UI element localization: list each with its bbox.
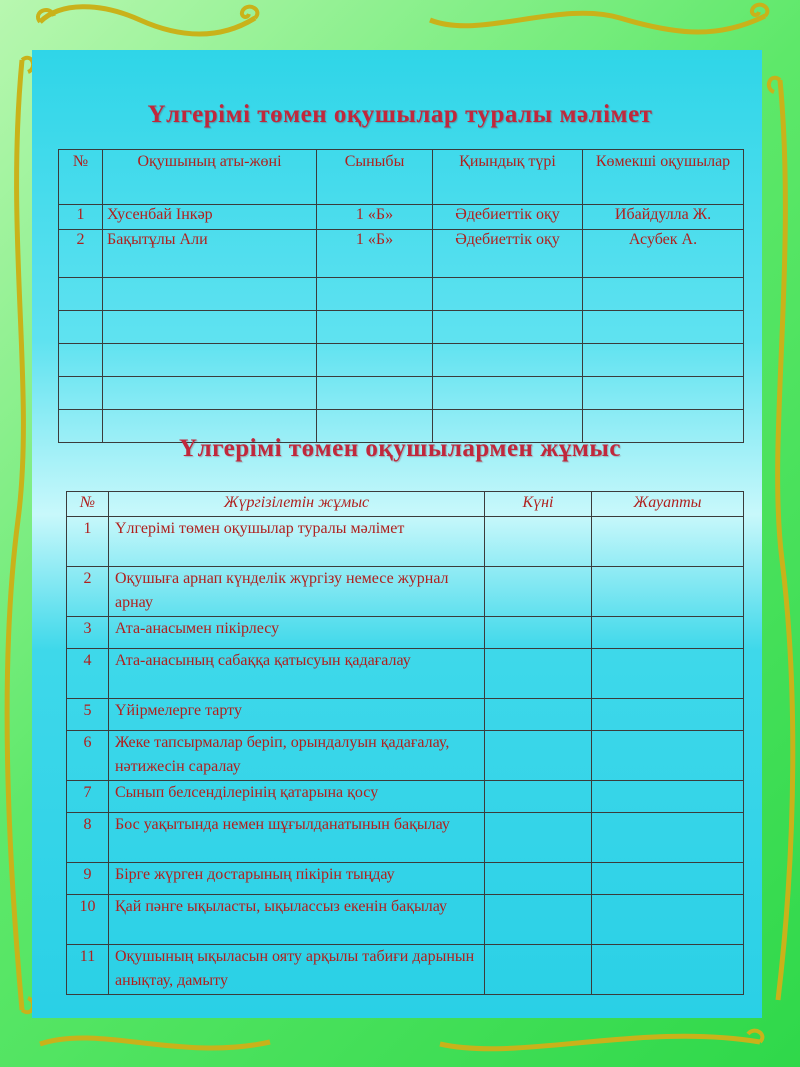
cell-number: 2 [59,230,103,278]
cell-date [485,567,592,617]
table-header-row [59,150,744,205]
table-row [67,699,744,731]
top-right-swirl-ornament [420,0,780,45]
cell-responsible [592,517,744,567]
cell-responsible [592,731,744,781]
cell-work-item: Бірге жүрген достарының пікірін тыңдау [109,863,485,895]
cell-difficulty: Әдебиеттік оқу [433,230,583,278]
cell-date [485,863,592,895]
cell-responsible [592,649,744,699]
cell-responsible [592,617,744,649]
section-title-work: Үлгерімі төмен оқушылармен жұмыс [179,435,621,462]
cell-number: 1 [59,205,103,230]
cell-work-item: Ата-анасымен пікірлесу [109,617,485,649]
cell-responsible [592,863,744,895]
header-number: № [59,150,103,205]
cell-number: 5 [67,699,109,731]
header-work: Жүргізілетін жұмыс [109,492,485,517]
top-left-swirl-ornament [20,0,270,45]
cell-date [485,945,592,995]
cell-work-item: Қай пәнге ықыласты, ықылассыз екенін бақылау [109,895,485,945]
header-student-name: Оқушының аты-жөні [103,150,317,205]
cell-student-name: Хусенбай Інкәр [103,205,317,230]
table-row [67,731,744,781]
table-row [59,230,744,278]
cell-work-item: Үлгерімі төмен оқушылар туралы мәлімет [109,517,485,567]
table-row [67,649,744,699]
section-title-info: Үлгерімі төмен оқушылар туралы мәлімет [147,101,653,128]
cell-difficulty: Әдебиеттік оқу [433,205,583,230]
table-row [67,945,744,995]
cell-number: 8 [67,813,109,863]
table-row [67,895,744,945]
cell-number: 2 [67,567,109,617]
cell-responsible [592,567,744,617]
header-difficulty-type: Қиындық түрі [433,150,583,205]
header-helper-students: Көмекші оқушылар [583,150,744,205]
cell-date [485,617,592,649]
cell-date [485,517,592,567]
empty-row [59,311,744,344]
bottom-swirl-ornament [20,1018,780,1066]
cell-date [485,649,592,699]
table-row [67,813,744,863]
cell-work-item: Ата-анасының сабаққа қатысуын қадағалау [109,649,485,699]
cell-class: 1 «Б» [317,230,433,278]
cell-class: 1 «Б» [317,205,433,230]
students-info-table [58,149,744,443]
cell-number: 9 [67,863,109,895]
table-row [67,567,744,617]
cell-work-item: Жеке тапсырмалар беріп, орындалуын қадағалау, нәтижесін саралау [109,731,485,781]
cell-responsible [592,813,744,863]
cell-responsible [592,945,744,995]
table-row [67,517,744,567]
table-row [67,781,744,813]
cell-responsible [592,699,744,731]
header-date: Күні [485,492,592,517]
cell-date [485,699,592,731]
cell-date [485,895,592,945]
cell-work-item: Оқушының ықыласын ояту арқылы табиғи дарынын анықтау, дамыту [109,945,485,995]
cell-number: 3 [67,617,109,649]
header-class: Сыныбы [317,150,433,205]
work-plan-table [66,491,744,995]
cell-helper: Ибайдулла Ж. [583,205,744,230]
empty-row [59,344,744,377]
header-responsible: Жауапты [592,492,744,517]
cell-student-name: Бақытұлы Али [103,230,317,278]
empty-row [59,377,744,410]
table-row [67,617,744,649]
cell-number: 4 [67,649,109,699]
table-row [67,863,744,895]
cell-work-item: Сынып белсенділерінің қатарына қосу [109,781,485,813]
cell-date [485,731,592,781]
cell-number: 11 [67,945,109,995]
table-header-row [67,492,744,517]
cell-helper: Асубек А. [583,230,744,278]
cell-responsible [592,781,744,813]
cell-number: 1 [67,517,109,567]
cell-work-item: Бос уақытында немен шұғылданатынын бақылау [109,813,485,863]
table-row [59,205,744,230]
cell-responsible [592,895,744,945]
header-number: № [67,492,109,517]
cell-work-item: Үйірмелерге тарту [109,699,485,731]
empty-row [59,278,744,311]
cell-work-item: Оқушыға арнап күнделік жүргізу немесе журнал арнау [109,567,485,617]
cell-date [485,781,592,813]
cell-number: 6 [67,731,109,781]
cell-number: 7 [67,781,109,813]
right-swirl-ornament [762,60,800,1020]
cell-number: 10 [67,895,109,945]
cell-date [485,813,592,863]
